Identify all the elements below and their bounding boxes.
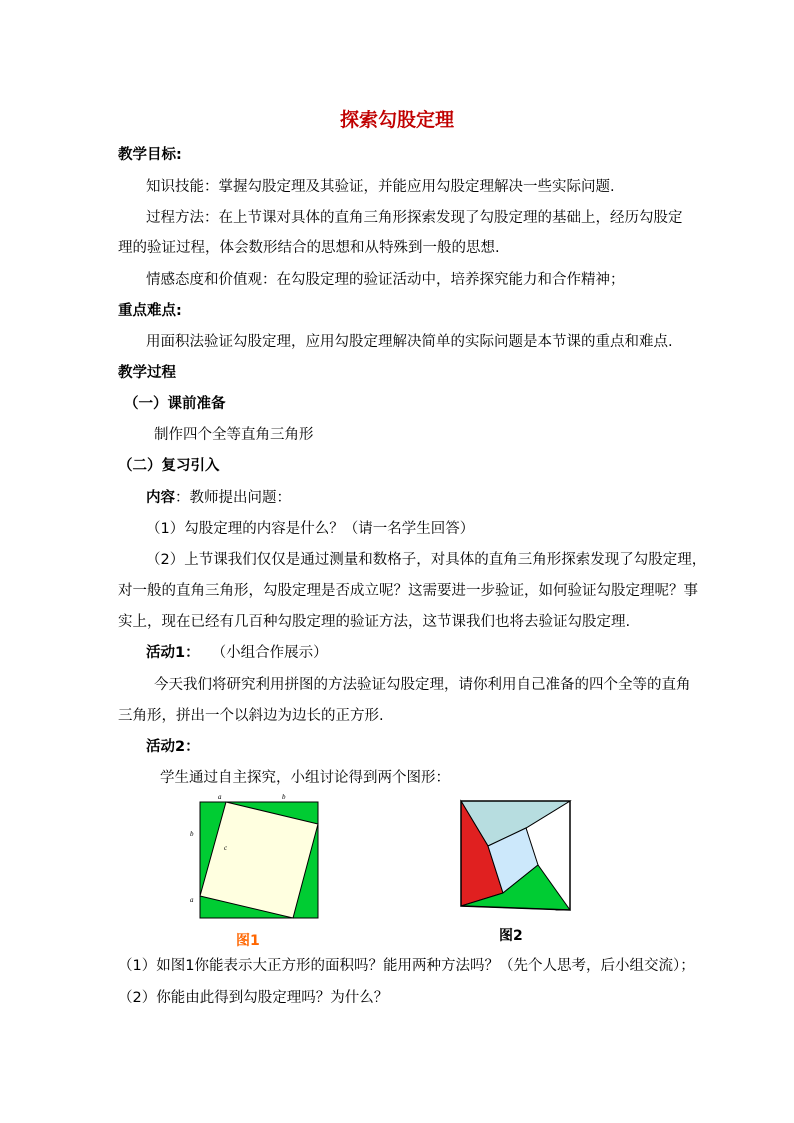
- objective-process-line1: 过程方法：在上节课对具体的直角三角形探索发现了勾股定理的基础上，经历勾股定: [146, 210, 683, 226]
- key-points-heading: 重点难点:: [118, 303, 182, 319]
- fig1-label-b-left: b: [190, 830, 194, 838]
- activity1-label: 活动1：: [146, 645, 200, 661]
- figure-2-caption: 图2: [499, 928, 523, 944]
- content-label: 内容: [146, 490, 175, 506]
- question-2-line1: （2）上节课我们仅仅是通过测量和数格子，对具体的直角三角形探索发现了勾股定理，: [146, 552, 707, 568]
- question-1: （1）勾股定理的内容是什么？（请一名学生回答）: [146, 521, 475, 537]
- objective-attitude: 情感态度和价值观：在勾股定理的验证活动中，培养探究能力和合作精神；: [146, 272, 625, 288]
- content-line: [146, 488, 291, 508]
- fig1-label-a-left: a: [190, 896, 194, 904]
- key-points-text: 用面积法验证勾股定理，应用勾股定理解决简单的实际问题是本节课的重点和难点.: [146, 334, 673, 350]
- fig1-label-a-top: a: [218, 793, 222, 801]
- figure-1: [188, 790, 324, 922]
- objective-process-line2: 理的验证过程，体会数形结合的思想和从特殊到一般的思想.: [118, 240, 500, 256]
- activity2-label: 活动2：: [146, 739, 200, 755]
- objectives-heading: 教学目标:: [118, 147, 182, 163]
- section1-text: 制作四个全等直角三角形: [154, 427, 314, 443]
- question-2-line2: 对一般的直角三角形，勾股定理是否成立呢？这需要进一步验证，如何验证勾股定理呢？事: [118, 583, 698, 599]
- fig1-label-c: c: [224, 844, 228, 852]
- content-text: ：教师提出问题：: [175, 490, 291, 506]
- section1-heading: （一）课前准备: [124, 396, 226, 412]
- objective-knowledge: 知识技能：掌握勾股定理及其验证，并能应用勾股定理解决一些实际问题.: [146, 179, 615, 195]
- activity1-line: [146, 643, 328, 663]
- fig1-label-b-top: b: [282, 793, 286, 801]
- activity2-text: 学生通过自主探究，小组讨论得到两个图形：: [160, 770, 450, 786]
- section2-heading: （二）复习引入: [118, 458, 220, 474]
- question-figure-1: （1）如图1你能表示大正方形的面积吗？能用两种方法吗？（先个人思考，后小组交流）；: [118, 958, 695, 974]
- process-heading: 教学过程: [118, 365, 176, 381]
- question-figure-2: （2）你能由此得到勾股定理吗？为什么？: [118, 990, 389, 1006]
- activity1-note: （小组合作展示）: [211, 645, 328, 661]
- question-2-line3: 实上，现在已经有几百种勾股定理的验证方法，这节课我们也将去验证勾股定理.: [118, 614, 631, 630]
- activity1-text-line1: 今天我们将研究利用拼图的方法验证勾股定理，请你利用自己准备的四个全等的直角: [154, 677, 691, 693]
- figure-2: [458, 798, 574, 912]
- page-title: 探索勾股定理: [339, 109, 454, 131]
- activity1-text-line2: 三角形，拼出一个以斜边为边长的正方形.: [118, 708, 384, 724]
- figure-1-caption: 图1: [236, 933, 260, 949]
